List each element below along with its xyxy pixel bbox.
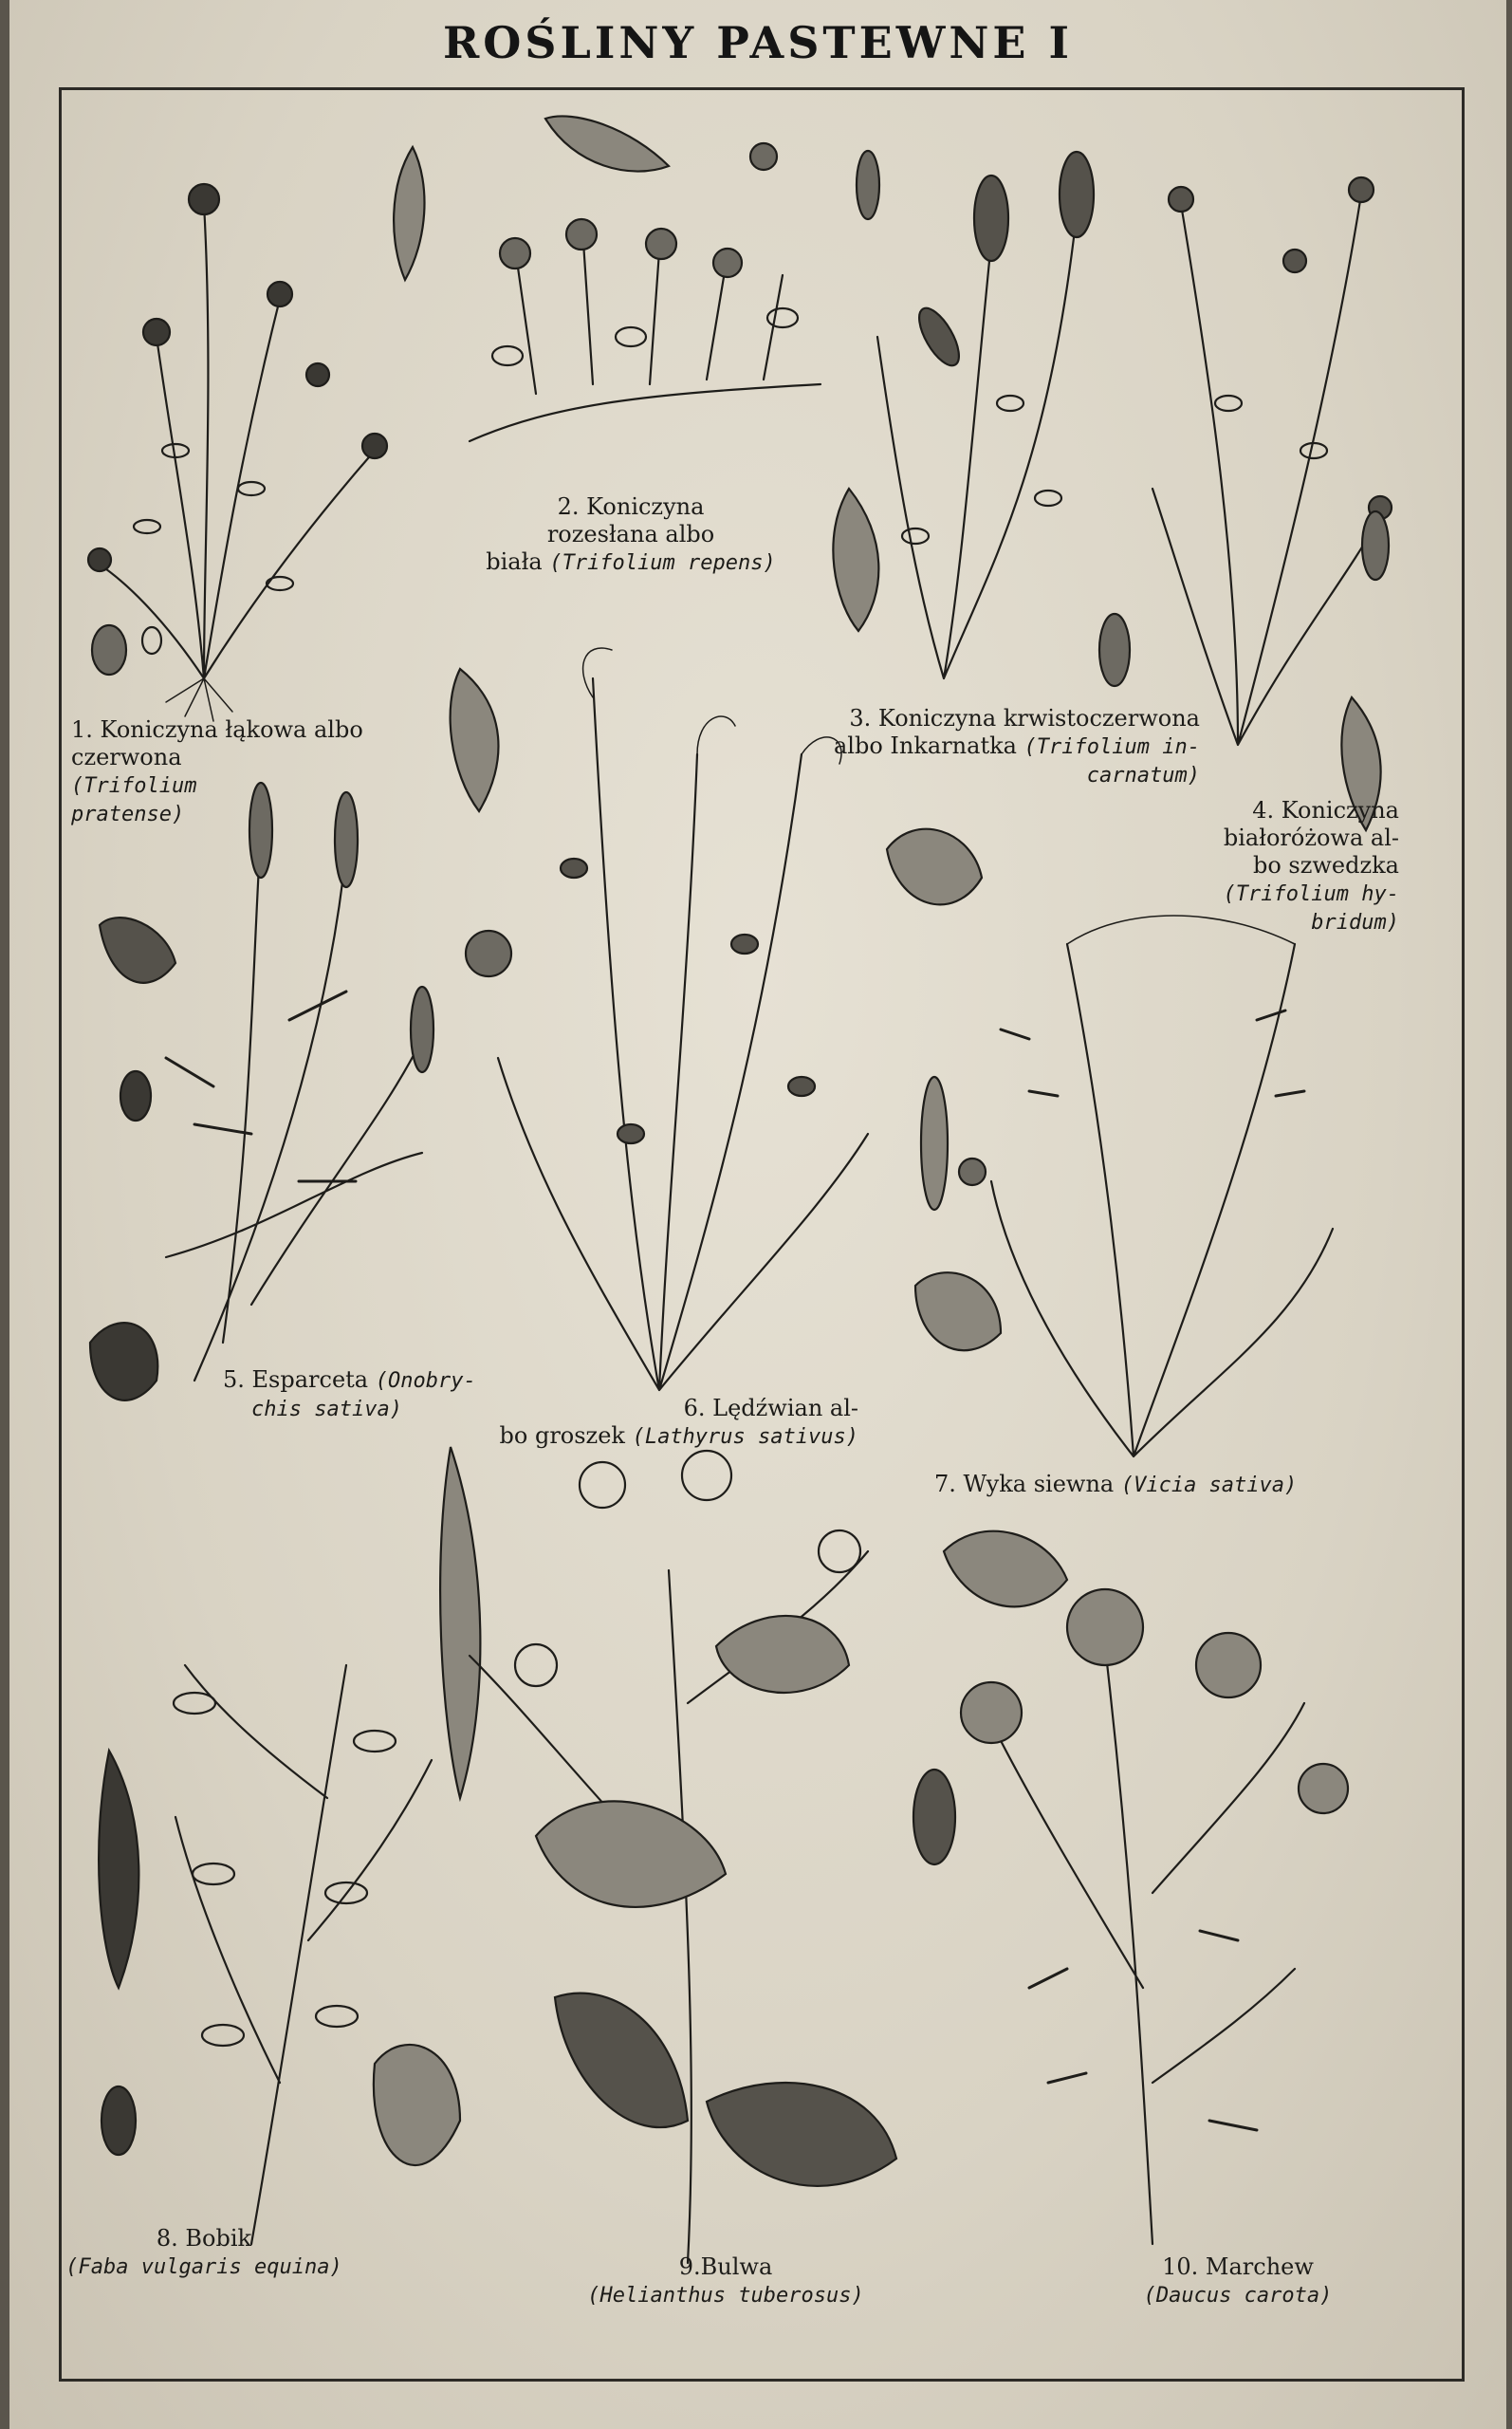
caption-7: 7. Wyka siewna (Vicia sativa) <box>934 1471 1298 1497</box>
illustration-trifolium-incarnatum <box>833 152 1130 686</box>
illustration-daucus-carota <box>913 1589 1348 2244</box>
illustration-faba-vulgaris <box>99 1447 480 2244</box>
caption-6: 6. Lędźwian al- bo groszek (Lathyrus sativus) <box>499 1395 858 1449</box>
caption-3: 3. Koniczyna krwistoczerwona albo Inkarnatka (Trifolium in- carnatum) <box>833 705 1200 788</box>
illustration-frame <box>59 87 1465 2382</box>
caption-10: 10. Marchew (Daucus carota) <box>1143 2253 1333 2308</box>
caption-2: 2. Koniczyna rozesłana albo biała (Trifolium repens) <box>486 493 776 575</box>
encyclopedia-page <box>9 0 1506 2429</box>
caption-5: 5. Esparceta (Onobry- chis sativa) <box>223 1366 476 1421</box>
illustration-trifolium-pratense <box>88 147 424 721</box>
illustration-helianthus-tuberosus <box>470 1451 896 2263</box>
caption-1: 1. Koniczyna łąkowa albo czerwona (Trifolium pratense) <box>71 716 363 826</box>
page-title: ROŚLINY PASTEWNE I <box>442 17 1074 68</box>
caption-4: 4. Koniczyna białoróżowa al- bo szwedzka (Trifolium hy- bridum) <box>1223 797 1399 935</box>
illustration-trifolium-repens <box>470 116 879 441</box>
caption-8: 8. Bobik (Faba vulgaris equina) <box>65 2225 342 2279</box>
botanical-illustrations <box>62 90 1462 2379</box>
caption-9: 9.Bulwa (Helianthus tuberosus) <box>587 2253 864 2308</box>
